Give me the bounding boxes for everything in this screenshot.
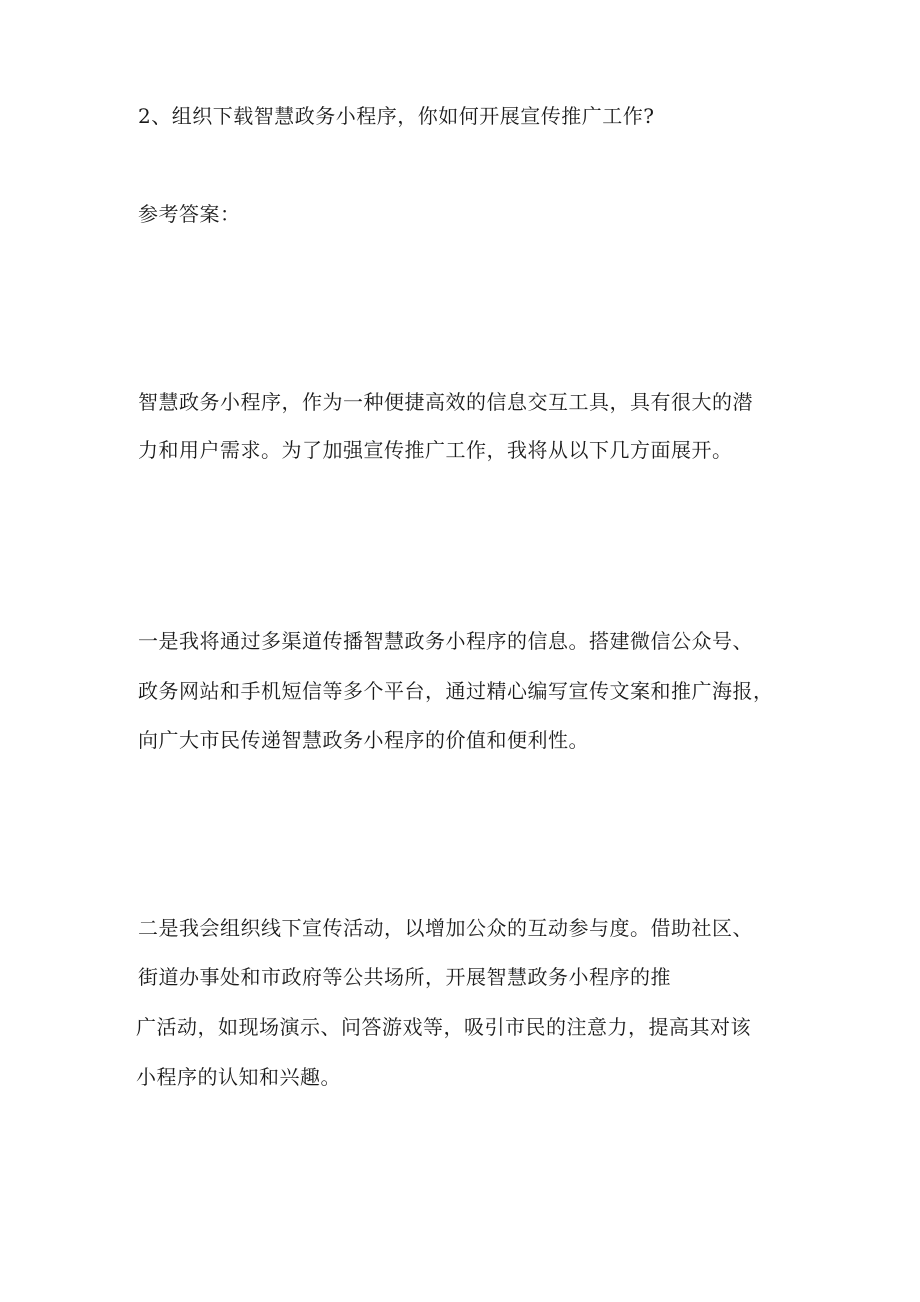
- paragraph-line: 小程序的认知和兴趣。: [136, 1065, 341, 1089]
- paragraph-line: 一是我将通过多渠道传播智慧政务小程序的信息。搭建微信公众号、: [138, 629, 753, 653]
- paragraph-line: 二是我会组织线下宣传活动，以增加公众的互动参与度。借助社区、: [138, 916, 753, 940]
- paragraph-line: 政务网站和手机短信等多个平台，通过精心编写宣传文案和推广海报，: [138, 679, 774, 703]
- answer-label: 参考答案：: [138, 202, 241, 226]
- paragraph-line: 广活动，如现场演示、问答游戏等，吸引市民的注意力，提高其对该: [136, 1015, 751, 1039]
- paragraph-line: 力和用户需求。为了加强宣传推广工作，我将从以下几方面展开。: [138, 438, 733, 462]
- paragraph-line: 向广大市民传递智慧政务小程序的价值和便利性。: [138, 728, 589, 752]
- question-heading: 2、组织下载智慧政务小程序，你如何开展宣传推广工作?: [138, 104, 655, 128]
- paragraph-line: 智慧政务小程序，作为一种便捷高效的信息交互工具，具有很大的潜: [138, 390, 753, 414]
- paragraph-line: 街道办事处和市政府等公共场所，开展智慧政务小程序的推: [138, 965, 671, 989]
